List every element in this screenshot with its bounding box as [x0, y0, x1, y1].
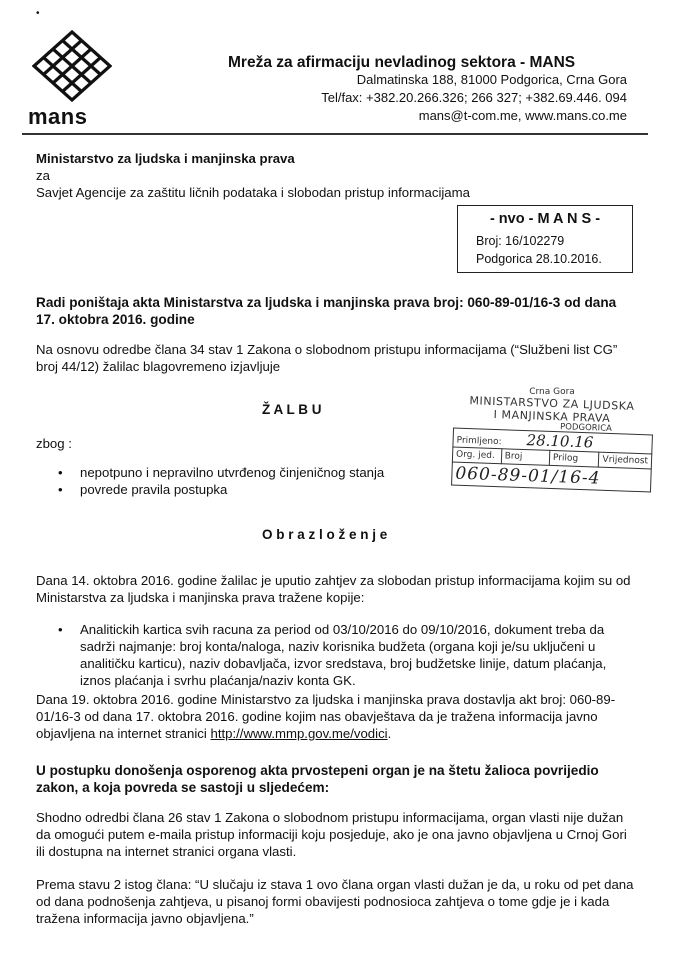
reason-item: • povrede pravila postupka — [52, 481, 432, 498]
nvo-title: - nvo - M A N S - — [489, 211, 601, 227]
stamp-ministry-line2: I MANJINSKA PRAVA — [493, 407, 611, 426]
paragraph-stav2: Prema stavu 2 istog člana: “U slučaju iz stava 1 ovo člana organ vlasti dužan je da, u roku od pet dana od dana podnošenja zahtjeva, u pisanoj formi obavijesti podnosioca zahtjeva o tome gdje je i kada tražena informacija javno objavljena.” — [36, 877, 634, 926]
paragraph-article26: Shodno odredbi člana 26 stav 1 Zakona o slobodnom pristupu informacijama, organ vlasti nije dužan da omogući putem e-maila pristup informaciji koju posjeduje, ako je ona javno objavljena u Crnoj Gori ili dostupna na internet stranici organa vlasti. — [36, 810, 627, 859]
recipient-ministry: Ministarstvo za ljudska i manjinska prava — [36, 151, 295, 166]
reasons-list — [52, 464, 432, 498]
scan-mark: • — [36, 8, 40, 19]
stamp-ministry-line1: MINISTARSTVO ZA LJUDSKA — [469, 394, 635, 413]
appeal-subject: Radi poništaja akta Ministarstva za ljudska i manjinska prava broj: 060-89-01/16-3 od dana 17. oktobra 2016. godine — [36, 295, 617, 327]
stamp-table — [451, 428, 653, 493]
logo-word: mans — [28, 104, 88, 129]
paragraph-response — [36, 691, 636, 742]
mans-logo — [26, 30, 116, 130]
org-phone: Tel/fax: +382.20.266.326; 266 327; +382.69.446. 094 — [321, 90, 627, 105]
logo-lattice-icon — [32, 30, 112, 102]
request-item: • Analitickih kartica svih racuna za period od 03/10/2016 do 09/10/2016, dokument treba da sadrži najmanje: broj konta/naloga, naziv korisnika budžeta (organa koji je/su uključeni u analitičku karticu), naziv dobavljača, izvor sredstava, broj budžetske linije, datum plaćanja, iznos plaćanja i svrhu plaćanja/naziv konta GK. — [52, 621, 632, 689]
request-list — [52, 621, 632, 689]
stamp-broj-label: Broj — [501, 449, 550, 466]
stamp-prilog-label: Prilog — [549, 450, 599, 467]
stamp-org-label: Org. jed. — [452, 447, 501, 464]
recipient-za: za — [36, 168, 50, 183]
header-divider — [22, 133, 648, 135]
paragraph-response-text: Dana 19. oktobra 2016. godine Ministarstvo za ljudska i manjinska prava dostavlja akt broj: 060-89-01/16-3 od dana 17. oktobra 2016. godine kojim nas obavještava da je tražena informacija javno objavljena na internet stranici — [36, 692, 616, 741]
obrazlozenje-title: O b r a z l o ž e n j e — [262, 527, 388, 542]
stamp-handwritten-number: 060-89-01/16-4 — [455, 463, 601, 489]
nvo-date: Podgorica 28.10.2016. — [476, 252, 602, 266]
intro-paragraph: Na osnovu odredbe člana 34 stav 1 Zakona o slobodnom pristupu informacijama (“Službeni list CG” broj 44/12) žalilac blagovremeno izjavljuje — [36, 342, 618, 374]
zalba-title: Ž A L B U — [262, 402, 322, 417]
nvo-registration-box — [457, 205, 633, 273]
reason-item: • nepotpuno i nepravilno utvrđenog činjeničnog stanja — [52, 464, 432, 481]
org-address: Dalmatinska 188, 81000 Podgorica, Crna Gora — [356, 72, 627, 87]
stamp-primljeno-label: Primljeno: — [456, 435, 502, 448]
nvo-broj: Broj: 16/102279 — [476, 234, 565, 248]
stamp-city: PODGORICA — [559, 422, 613, 434]
recipient-council: Savjet Agencije za zaštitu ličnih podataka i slobodan pristup informacijama — [36, 185, 470, 200]
stamp-country: Crna Gora — [529, 387, 575, 397]
paragraph-response-end: . — [387, 726, 392, 741]
ministry-received-stamp — [446, 387, 658, 507]
stamp-vrijednost-label: Vrijednost — [599, 452, 652, 469]
paragraph-request: Dana 14. oktobra 2016. godine žalilac je uputio zahtjev za slobodan pristup informacijama kojim su od Ministarstva za ljudska i manjinska prava tražene kopije: — [36, 573, 631, 605]
org-name: Mreža za afirmaciju nevladinog sektora - MANS — [228, 54, 576, 71]
violation-statement: U postupku donošenja osporenog akta prvostepeni organ je na štetu žalioca povrijedio zakon, a koja povreda se sastoji u sljedećem: — [36, 763, 599, 795]
zbog-label: zbog : — [36, 436, 72, 451]
stamp-primljeno-date: 28.10.16 — [526, 431, 594, 452]
org-contact: mans@t-com.me, www.mans.co.me — [418, 108, 627, 123]
vodici-link[interactable]: http://www.mmp.gov.me/vodici — [210, 726, 388, 741]
